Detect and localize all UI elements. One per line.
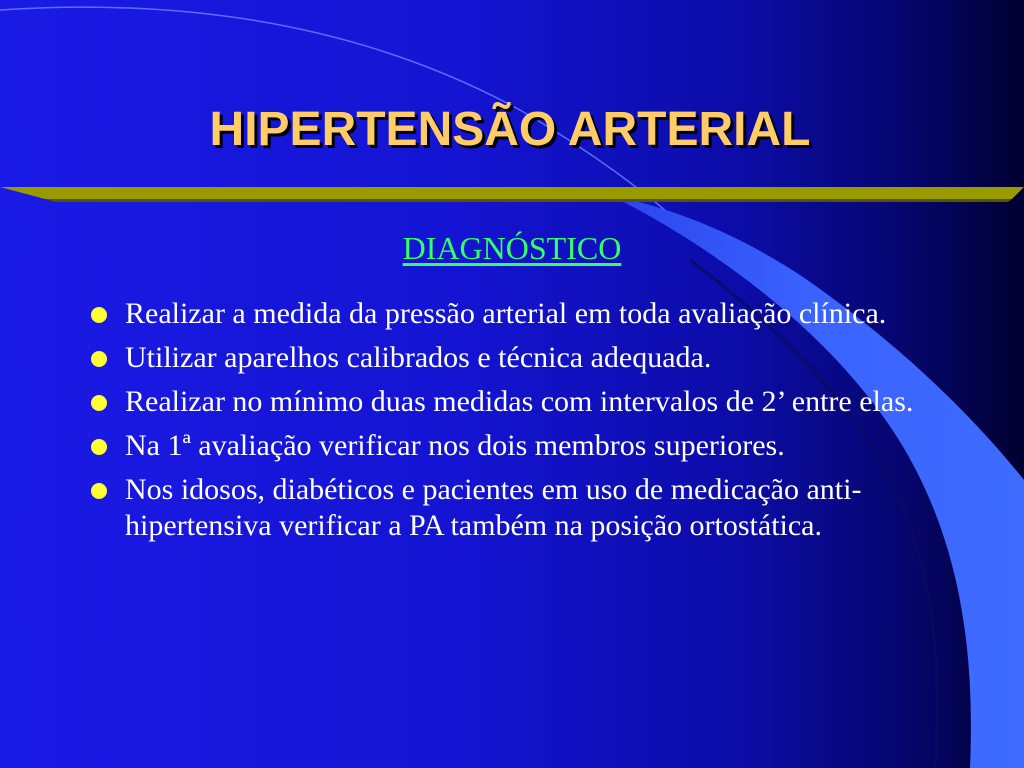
section-subtitle: DIAGNÓSTICO (402, 230, 622, 266)
bullet-list (88, 296, 948, 552)
bullet-dot-icon (91, 395, 107, 411)
bullet-text: Na 1ª avaliação verificar nos dois membros superiores. (125, 429, 785, 462)
bullet-item (88, 384, 948, 420)
bullet-item (88, 296, 948, 332)
bullet-text: Utilizar aparelhos calibrados e técnica adequada. (125, 341, 712, 374)
bullet-dot-icon (91, 307, 107, 323)
title-divider-bar (0, 187, 1024, 199)
bullet-text: Realizar a medida da pressão arterial em toda avaliação clínica. (125, 297, 887, 330)
slide-title: HIPERTENSÃO ARTERIAL (209, 103, 811, 156)
bullet-dot-icon (91, 483, 107, 499)
bullet-text: Nos idosos, diabéticos e pacientes em uso de medicação anti-hipertensiva verificar a PA também na posição ortostática. (125, 473, 862, 542)
bullet-item (88, 340, 948, 376)
bullet-item (88, 472, 948, 544)
bullet-text: Realizar no mínimo duas medidas com intervalos de 2’ entre elas. (125, 385, 914, 418)
bullet-dot-icon (91, 439, 107, 455)
bullet-item (88, 428, 948, 464)
title-divider-shadow (45, 199, 1012, 202)
bullet-dot-icon (91, 351, 107, 367)
